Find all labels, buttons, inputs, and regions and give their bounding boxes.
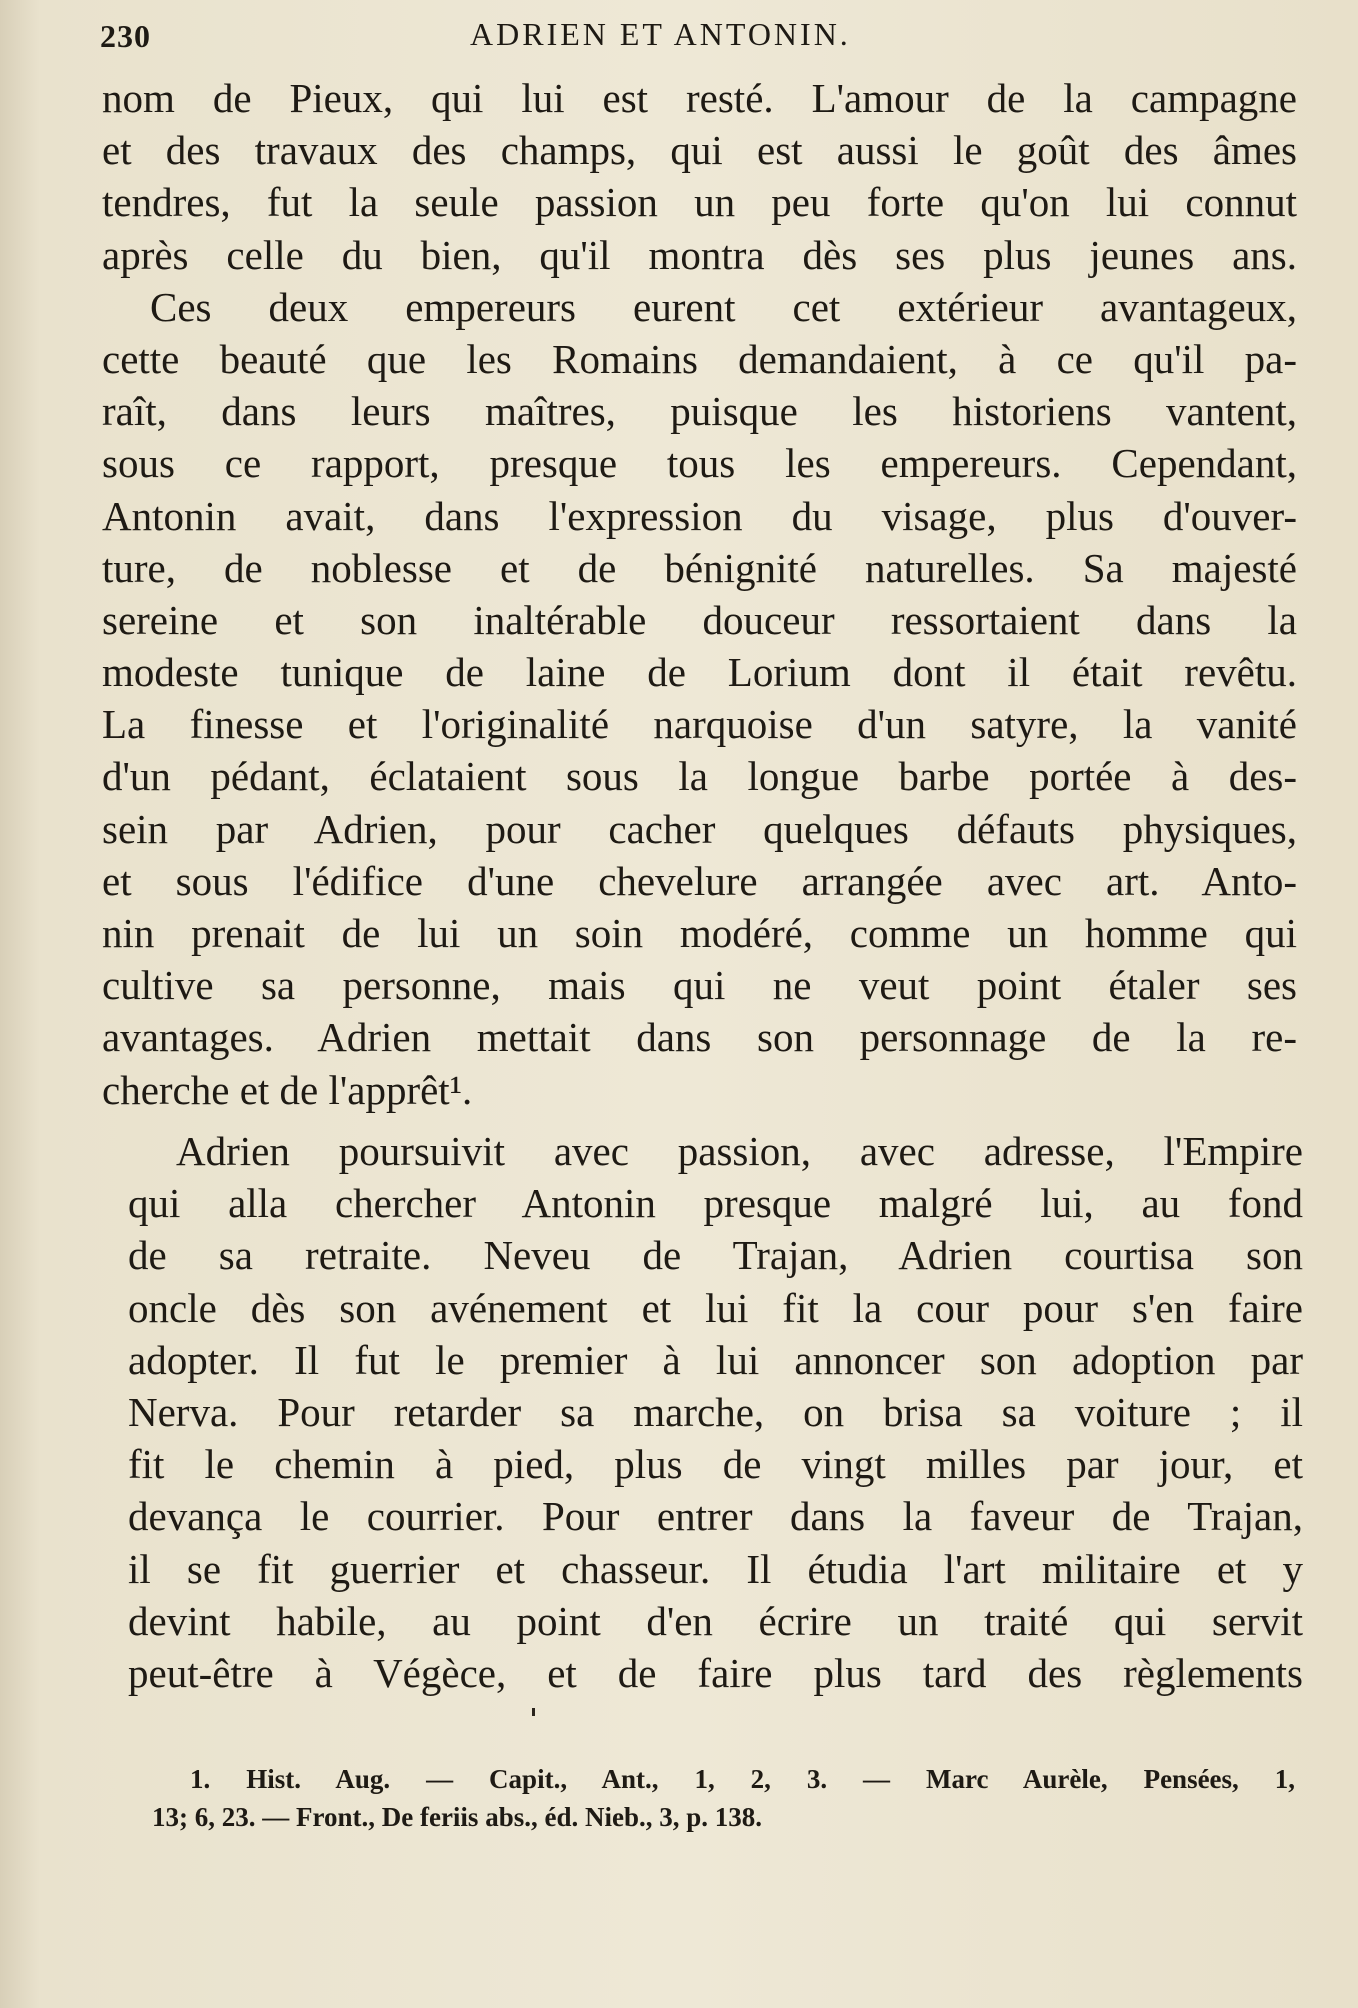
text-line: modeste tunique de laine de Lorium dont il était revêtu.: [102, 649, 1297, 696]
text-line: Nerva. Pour retarder sa marche, on brisa sa voiture ; il: [128, 1388, 1303, 1435]
text-line: sereine et son inaltérable douceur ressortaient dans la: [102, 596, 1297, 643]
text-line: Adrien poursuivit avec passion, avec adresse, l'Empire: [176, 1128, 1303, 1174]
text-line: cette beauté que les Romains demandaient, à ce qu'il pa-: [102, 335, 1297, 382]
body-text-upper: [102, 72, 1297, 1116]
text-line: sein par Adrien, pour cacher quelques défauts physiques,: [102, 805, 1297, 852]
footnote-line: 13; 6, 23. — Front., De feriis abs., éd. Nieb., 3, p. 138.: [152, 1802, 762, 1832]
text-line: tendres, fut la seule passion un peu forte qu'on lui connut: [102, 179, 1297, 226]
text-line: de sa retraite. Neveu de Trajan, Adrien courtisa son: [128, 1232, 1303, 1279]
text-line: et des travaux des champs, qui est aussi le goût des âmes: [102, 127, 1297, 174]
page-header: [0, 10, 1358, 60]
text-line: adopter. Il fut le premier à lui annoncer son adoption par: [128, 1336, 1303, 1383]
text-line: peut-être à Végèce, et de faire plus tard des règlements: [128, 1649, 1303, 1696]
text-line: La finesse et l'originalité narquoise d'un satyre, la vanité: [102, 701, 1297, 748]
text-line: cherche et de l'apprêt¹.: [102, 1066, 473, 1113]
text-line: nom de Pieux, qui lui est resté. L'amour de la campagne: [102, 75, 1297, 121]
text-line: cultive sa personne, mais qui ne veut point étaler ses: [102, 962, 1297, 1009]
footnote: [152, 1760, 1295, 1836]
body-text-lower: [128, 1125, 1303, 1699]
text-line: nin prenait de lui un soin modéré, comme un homme qui: [102, 910, 1297, 956]
ink-speck: [532, 1708, 535, 1716]
text-line: fit le chemin à pied, plus de vingt milles par jour, et: [128, 1441, 1303, 1488]
text-line: devint habile, au point d'en écrire un traité qui servit: [128, 1597, 1303, 1644]
text-line: d'un pédant, éclataient sous la longue barbe portée à des-: [102, 753, 1297, 800]
text-line: après celle du bien, qu'il montra dès ses plus jeunes ans.: [102, 231, 1297, 278]
text-line: qui alla chercher Antonin presque malgré lui, au fond: [128, 1180, 1303, 1227]
text-line: Ces deux empereurs eurent cet extérieur avantageux,: [150, 283, 1297, 330]
text-line: il se fit guerrier et chasseur. Il étudia l'art militaire et y: [128, 1545, 1303, 1592]
text-line: sous ce rapport, presque tous les empereurs. Cependant,: [102, 440, 1297, 487]
text-line: raît, dans leurs maîtres, puisque les historiens vantent,: [102, 388, 1297, 435]
running-title: ADRIEN ET ANTONIN.: [470, 16, 851, 52]
text-line: oncle dès son avénement et lui fit la cour pour s'en faire: [128, 1284, 1303, 1331]
text-line: avantages. Adrien mettait dans son personnage de la re-: [102, 1014, 1297, 1061]
text-line: devança le courrier. Pour entrer dans la faveur de Trajan,: [128, 1493, 1303, 1540]
page-number: 230: [100, 18, 151, 54]
text-line: ture, de noblesse et de bénignité naturelles. Sa majesté: [102, 544, 1297, 591]
footnote-line: 1. Hist. Aug. — Capit., Ant., 1, 2, 3. — Marc Aurèle, Pensées, 1,: [190, 1764, 1295, 1794]
text-line: Antonin avait, dans l'expression du visage, plus d'ouver-: [102, 492, 1297, 539]
text-line: et sous l'édifice d'une chevelure arrangée avec art. Anto-: [102, 857, 1297, 904]
